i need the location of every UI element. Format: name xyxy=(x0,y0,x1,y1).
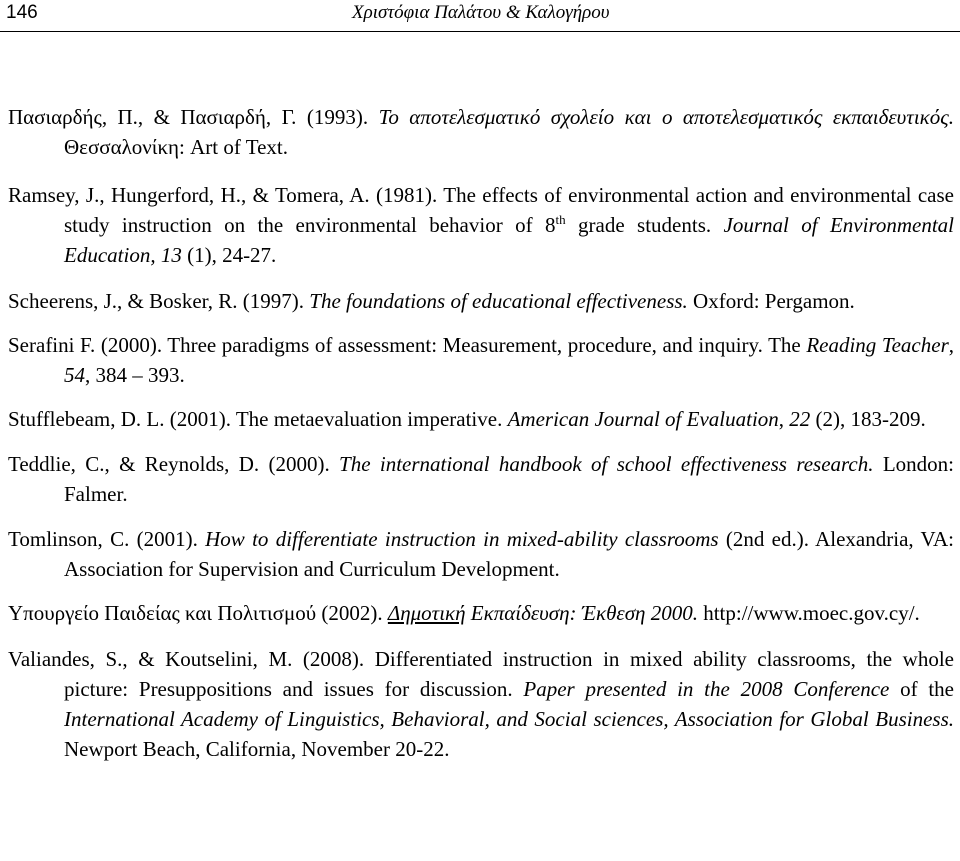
reference-entry xyxy=(8,449,954,509)
reference-text: , 384 – 393. xyxy=(85,363,185,387)
reference-text: Tomlinson, C. (2001). xyxy=(8,527,206,551)
italic-text: 54 xyxy=(64,363,85,387)
reference-entry xyxy=(8,102,954,162)
reference-entry xyxy=(8,404,954,434)
reference-text: (1), 24-27. xyxy=(181,243,277,267)
reference-entry xyxy=(8,330,954,390)
italic-text: Reading Teacher xyxy=(806,333,949,357)
italic-text: Εκπαίδευση: Έκθεση 2000. xyxy=(465,601,698,625)
reference-list xyxy=(8,102,954,777)
reference-text: Υπουργείο Παιδείας και Πολιτισμού (2002). xyxy=(8,601,388,625)
reference-entry xyxy=(8,644,954,764)
reference-text: of the xyxy=(889,677,954,701)
reference-text: grade students. xyxy=(565,213,724,237)
reference-text: Teddlie, C., & Reynolds, D. (2000). xyxy=(8,452,340,476)
reference-text: Scheerens, J., & Bosker, R. (1997). xyxy=(8,289,310,313)
reference-text: Newport Beach, California, November 20-22. xyxy=(64,737,450,761)
reference-text: Θεσσαλονίκη: Art of Text. xyxy=(64,135,288,159)
italic-text: The foundations of educational effectiveness. xyxy=(309,289,688,313)
reference-text: (2nd ed.). Alexandria, VA: Association for Supervision and Curriculum Development. xyxy=(64,527,955,581)
italic-text: Το αποτελεσματικό σχολείο και ο αποτελεσματικός εκπαιδευτικός. xyxy=(378,105,955,129)
italic-text: American Journal of Evaluation xyxy=(507,407,779,431)
reference-entry xyxy=(8,180,954,270)
reference-entry xyxy=(8,286,954,316)
reference-text: , xyxy=(948,333,954,357)
page-header xyxy=(0,0,960,32)
reference-text: Stufflebeam, D. L. (2001). The metaevaluation imperative. xyxy=(8,407,508,431)
reference-text: Serafini F. (2000). Three paradigms of assessment: Measurement, procedure, and inquiry. The xyxy=(8,333,807,357)
running-head: Χριστόφια Παλάτου & Καλογήρου xyxy=(352,2,610,23)
reference-text: , xyxy=(778,407,790,431)
reference-text: Ramsey, J., Hungerford, H., & Tomera, A. (1981). The effects of environmental action and environmental case study instruction on the environmental behavior of 8 xyxy=(8,183,954,237)
italic-text: Δημοτική xyxy=(387,601,466,625)
underlined-text xyxy=(388,601,466,625)
reference-entry xyxy=(8,598,954,628)
reference-text: London: Falmer. xyxy=(64,452,954,506)
reference-entry xyxy=(8,524,954,584)
italic-text: International Academy of Linguistics, Behavioral, and Social sciences, Association for Global Business. xyxy=(64,707,954,731)
italic-text: How to differentiate instruction in mixed-ability classrooms xyxy=(205,527,719,551)
reference-text: Oxford: Pergamon. xyxy=(687,289,855,313)
italic-text: 22 xyxy=(789,407,811,431)
page-number: 146 xyxy=(6,2,38,23)
italic-text: The international handbook of school effectiveness research. xyxy=(339,452,874,476)
superscript-text: th xyxy=(555,212,566,227)
reference-text: Valiandes, S., & Koutselini, M. (2008). Differentiated instruction in mixed ability classrooms, the whole picture: Presuppositions and issues for discussion. xyxy=(8,647,954,701)
reference-text: Πασιαρδής, Π., & Πασιαρδή, Γ. (1993). xyxy=(8,105,379,129)
italic-text: Paper presented in the 2008 Conference xyxy=(523,677,890,701)
italic-text: Journal of Environmental Education, 13 xyxy=(64,213,954,267)
reference-text: http://www.moec.gov.cy/. xyxy=(697,601,920,625)
reference-text: (2), 183-209. xyxy=(810,407,926,431)
